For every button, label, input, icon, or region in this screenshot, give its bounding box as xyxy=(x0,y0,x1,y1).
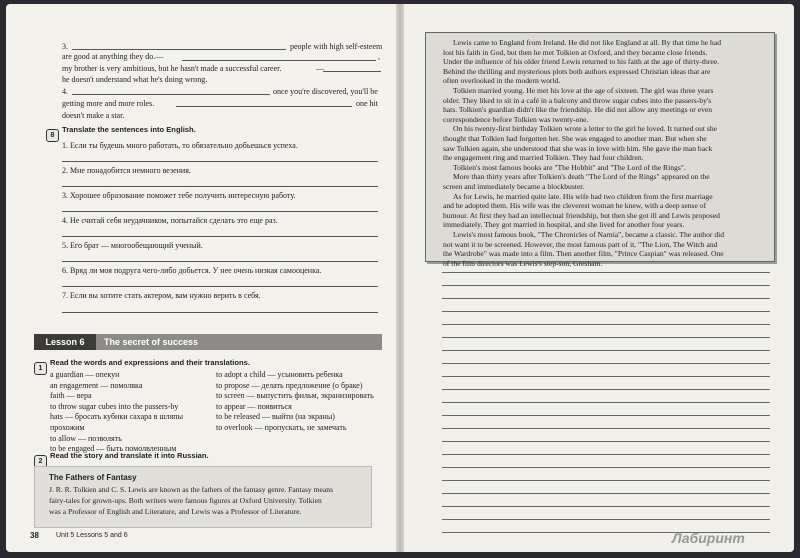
story-box xyxy=(34,466,372,528)
vocab-item: to throw sugar cubes into the passers-by xyxy=(50,401,179,411)
story-line: Lewis came to England from Ireland. He did not like England at all. By that time he had xyxy=(453,38,722,47)
answer-line xyxy=(62,161,378,162)
exercise-4-text-b: getting more and more roles. xyxy=(62,99,155,108)
answer-line xyxy=(62,236,378,237)
exercise-3-text-e: — xyxy=(316,64,324,73)
story-line: Under the influence of his older friend Lewis returned to his faith at the age of thirty-three. xyxy=(443,57,720,67)
task-8-title: Translate the sentences into English. xyxy=(62,125,196,134)
story-line: humour. At first they had an intellectual friendship, but then she got ill and Lewis proposed xyxy=(443,210,720,220)
answer-line xyxy=(62,211,378,212)
vocab-item: to overlook — пропускать, не замечать xyxy=(216,422,347,432)
writing-line xyxy=(442,402,770,403)
story-line: not want it to be screened. However, the most famous part of it, "The Lion, The Witch and xyxy=(443,239,718,249)
sentence-5: 5. Его брат — многообещающий ученый. xyxy=(62,241,203,250)
lesson-number: Lesson 6 xyxy=(34,334,96,350)
story-title: The Fathers of Fantasy xyxy=(49,473,137,482)
writing-line xyxy=(442,272,770,273)
story-line: More than thirty years after Tolkien's death "The Lord of the Rings" appeared on the xyxy=(453,172,710,182)
story-line: Tolkien's most famous books are "The Hobbit" and "The Lord of the Rings". xyxy=(453,162,686,172)
sentence-1: 1. Если ты будешь много работать, то обязательно добьешься успеха. xyxy=(62,141,298,150)
writing-line xyxy=(442,285,770,286)
writing-line xyxy=(442,519,770,520)
story-line: Lewis's most famous book, "The Chronicles of Narnia", became a classic. The author did xyxy=(453,230,725,239)
task-2-badge: 2 xyxy=(34,450,47,468)
exercise-3-text-f: he doesn't understand what he's doing wrong. xyxy=(62,75,208,84)
vocab-item: hats — бросать кубики сахара в шляпы xyxy=(50,412,183,422)
writing-line xyxy=(442,428,770,429)
exercise-3-text-b: are good at anything they do.— xyxy=(62,52,164,61)
vocab-item: to allow — позволять xyxy=(50,433,122,443)
lesson-title: The secret of success xyxy=(104,337,199,347)
exercise-3-text-a: people with high self-esteem xyxy=(290,42,383,51)
story-line: the engagement ring and married Tolkien. They had four children. xyxy=(443,153,644,163)
writing-line xyxy=(442,324,770,325)
vocab-item: to screen — выпустить фильм, экранизировать xyxy=(216,391,374,401)
story-line: Behind the thrilling and mysterious plots both authors expressed Christian ideas that are xyxy=(443,66,711,76)
vocab-item: faith — вера xyxy=(50,391,92,401)
exercise-4-number: 4. xyxy=(62,87,68,96)
story-line: and he adopted them. His wife was the cleverest woman he knew, with a deep sense of xyxy=(443,201,707,211)
answer-line xyxy=(62,186,378,187)
vocab-item: to be engaged — быть помолвленным xyxy=(50,444,177,454)
exercise-3-text-d: my brother is very ambitious, but he hasn't made a successful career. xyxy=(62,64,282,73)
unit-footer: Unit 5 Lessons 5 and 6 xyxy=(56,532,128,539)
writing-line xyxy=(442,376,770,377)
task-8-badge: 8 xyxy=(46,124,59,142)
story-line: was a Professor of English and Literature, and Lewis was a Professor of Literature. xyxy=(49,507,302,516)
story-line: On his twenty-first birthday Tolkien wrote a letter to the girl he loved. It turned out she xyxy=(453,124,717,134)
story-line: As for Lewis, he married quite late. His wife had two children from the first marriage xyxy=(453,191,713,201)
story-line: Tolkien married young. He met his love at the age of sixteen. The girl was three years xyxy=(453,86,714,95)
vocab-item: to be released — выйти (на экраны) xyxy=(216,412,335,422)
answer-line xyxy=(62,286,378,287)
writing-line xyxy=(442,389,770,390)
sentence-7: 7. Если вы хотите стать актером, вам нужно верить в себя. xyxy=(62,291,261,300)
exercise-4-text-a: once you're discovered, you'll be xyxy=(273,87,378,96)
writing-line xyxy=(442,298,770,299)
story-line: screen and immediately became a blockbuster. xyxy=(443,182,585,191)
watermark-logo: Лабиринт xyxy=(672,530,745,546)
story-line: immediately. They got married in hospital, and she lived for another four years. xyxy=(443,220,685,230)
story-line: lost his faith in God, but then he met Tolkien at Oxford, and they became close friends. xyxy=(443,47,708,57)
answer-line xyxy=(72,94,270,95)
page-number: 38 xyxy=(30,531,39,540)
task-1-badge: 1 xyxy=(34,357,47,375)
writing-line xyxy=(442,441,770,442)
story-line: older. They liked to sit in a café in a balcony and throw sugar cubes into the passers-by's xyxy=(443,95,712,105)
writing-line xyxy=(442,363,770,364)
writing-line xyxy=(442,350,770,351)
answer-line xyxy=(72,49,286,50)
answer-line xyxy=(182,60,376,61)
vocab-item: to adopt a child — усыновить ребенка xyxy=(216,370,343,379)
writing-line xyxy=(442,454,770,455)
vocab-item: an engagement — помолвка xyxy=(50,380,143,390)
answer-line xyxy=(62,312,378,313)
exercise-4-text-d: doesn't make a star. xyxy=(62,111,125,120)
story-line: saw Tolkien again, she understood that she was in love with him. She gave the man back xyxy=(443,143,713,153)
story-line: often overlooked in the modern world. xyxy=(443,76,561,86)
story-line: hats. Tolkien's guardian didn't like the friendship. He did not allow any meetings or even xyxy=(443,105,713,115)
sentence-6: 6. Вряд ли моя подруга чего-либо добьется. У нее очень низкая самооценка. xyxy=(62,266,322,275)
vocabulary-left-column xyxy=(50,370,183,455)
writing-line xyxy=(442,311,770,312)
task-1-title: Read the words and expressions and their translations. xyxy=(50,358,251,367)
writing-line xyxy=(442,415,770,416)
story-line: of the film directors was Lewis's step-son, Gresham. xyxy=(443,258,603,268)
exercise-3-number: 3. xyxy=(62,42,68,51)
vocab-item: a guardian — опекун xyxy=(50,370,120,379)
answer-line xyxy=(323,71,381,72)
vocabulary-right-column xyxy=(216,370,374,434)
sentence-2: 2. Мне понадобится немного везения. xyxy=(62,166,191,175)
exercise-3-text-c: , xyxy=(378,52,380,61)
vocab-item: to appear — появиться xyxy=(216,401,292,411)
answer-line xyxy=(62,261,378,262)
story-line: the Wardrobe" was made into a film. Then another film, "Prince Caspian" was released. One xyxy=(443,249,724,259)
vocab-item: прохожим xyxy=(50,422,85,432)
writing-line xyxy=(442,480,770,481)
story-line: J. R. R. Tolkien and C. S. Lewis are known as the fathers of the fantasy genre. Fantasy means xyxy=(49,485,334,494)
book-gutter xyxy=(396,4,404,552)
writing-line xyxy=(442,506,770,507)
story-line: fairy-tales for grown-ups. Both writers were famous figures at Oxford University. Tolkien xyxy=(49,496,322,505)
answer-line xyxy=(176,106,352,107)
writing-line xyxy=(442,467,770,468)
sentence-3: 3. Хорошее образование поможет тебе получить интересную работу. xyxy=(62,191,296,200)
writing-line xyxy=(442,493,770,494)
sentence-4: 4. Не считай себя неудачником, попытайся сделать это еще раз. xyxy=(62,216,278,225)
story-line: correspondence before Tolkien was twenty-one. xyxy=(443,114,589,124)
exercise-4-text-c: one hit xyxy=(356,99,378,108)
writing-line xyxy=(442,337,770,338)
task-2-title: Read the story and translate it into Russian. xyxy=(50,451,209,460)
vocab-item: to propose — делать предложение (о браке) xyxy=(216,380,363,390)
story-line: thought that Tolkien had forgotten her. She was engaged to another man. But when she xyxy=(443,134,707,143)
